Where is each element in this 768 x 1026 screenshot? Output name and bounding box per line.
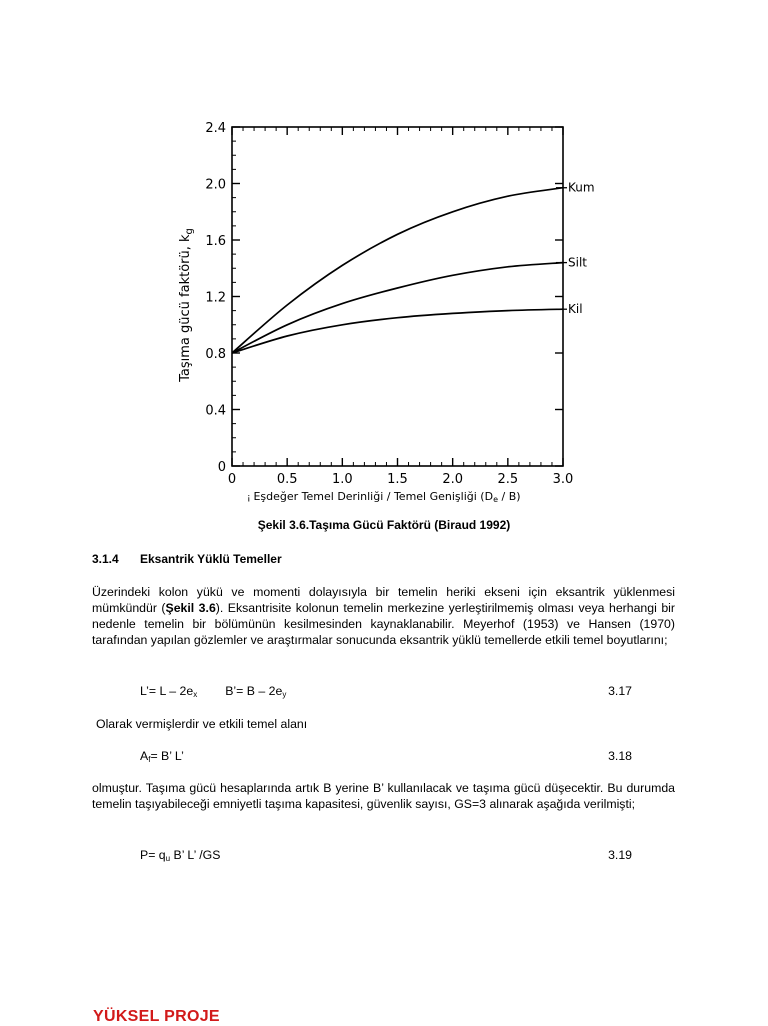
y-tick-label: 0.4 — [205, 403, 226, 419]
chart-ticks — [205, 121, 573, 487]
plot-border — [232, 127, 563, 466]
equation-l-prime: L’= L – $2e_x$ — [140, 684, 198, 699]
series-line-silt — [232, 263, 563, 353]
x-tick-label: 0 — [227, 472, 237, 487]
company-logo: YÜKSEL PROJE — [93, 1008, 220, 1025]
figure-caption: Şekil 3.6.Taşıma Gücü Faktörü (Biraud 1992) — [257, 518, 511, 532]
x-tick-label: 1.0 — [331, 472, 353, 487]
y-axis-label: Taşıma gücü faktörü, $k_g$ — [178, 228, 195, 382]
section-heading — [92, 552, 282, 566]
chart-series — [232, 181, 595, 353]
x-tick-label: 2.0 — [442, 472, 464, 487]
paragraph-eccentric-loading: Üzerindeki kolon yükü ve momenti dolayısıyla bir temelin heriki ekseni için eksantrik yüklenmesi mümkündür (Şekil 3.6). Eksantrisite kolonun temelin merkezine yerleştirilmemiş olması veya herhangi bir nedenle temelin bir bölümünün kesilmesinden kaynaklanabilir. Meyerhof (1953) ve Hansen (1970) tarafından yapılan gözlemler ve araştırmalar sonucunda eksantrik yüklü temellerde etkili temel boyutlarını; — [92, 585, 675, 647]
y-tick-label: 1.2 — [205, 290, 226, 306]
y-tick-label: 0.8 — [205, 347, 226, 362]
chart-frame — [232, 127, 563, 466]
series-line-kil — [232, 309, 563, 353]
x-axis-label: ¡ Eşdeğer Temel Derinliği / Temel Genişliği (De / B) — [247, 490, 521, 504]
equation-number: 3.19 — [608, 848, 632, 862]
paragraph-safe-capacity: olmuştur. Taşıma gücü hesaplarında artık B yerine B’ kullanılacak ve taşıma gücü düşecektir. Bu durumda temelin taşıyabileceği emniyetli taşıma kapasitesi, güvenlik sayısı, GS=3 alınarak aşağıda verilmişti; — [92, 781, 675, 811]
x-tick-label: 2.5 — [497, 472, 519, 487]
equation-number: 3.18 — [608, 749, 632, 763]
paragraph-effective-area: Olarak vermişlerdir ve etkili temel alanı — [96, 717, 308, 731]
section-title: Eksantrik Yüklü Temeller — [140, 552, 282, 566]
equation-number: 3.17 — [608, 684, 632, 698]
x-axis-label-tick-mark: ¡ — [247, 493, 254, 503]
figure-reference: Şekil 3.6 — [165, 601, 216, 615]
y-tick-label: 2.4 — [205, 121, 226, 136]
x-tick-label: 3.0 — [552, 472, 574, 487]
x-tick-label: 1.5 — [387, 472, 408, 487]
section-number: 3.1.4 — [92, 552, 119, 566]
equation-b-prime: B’= B – $2e_y$ — [225, 684, 287, 699]
series-label-kum: Kum — [568, 180, 595, 195]
equation-3-19: $P= q_u$ B’ L’ /GS 3.19 — [140, 848, 632, 863]
y-tick-label: 1.6 — [205, 234, 226, 249]
series-label-kil: Kil — [568, 302, 583, 317]
bearing-factor-chart — [165, 105, 605, 505]
equation-3-17 — [140, 683, 632, 699]
equation-3-18: $A_f= B$’ L’ 3.18 — [140, 749, 632, 764]
x-tick-label: 0.5 — [276, 472, 298, 487]
y-tick-label: 0 — [217, 460, 226, 475]
y-tick-label: 2.0 — [205, 177, 226, 193]
series-label-silt: Silt — [568, 255, 587, 270]
